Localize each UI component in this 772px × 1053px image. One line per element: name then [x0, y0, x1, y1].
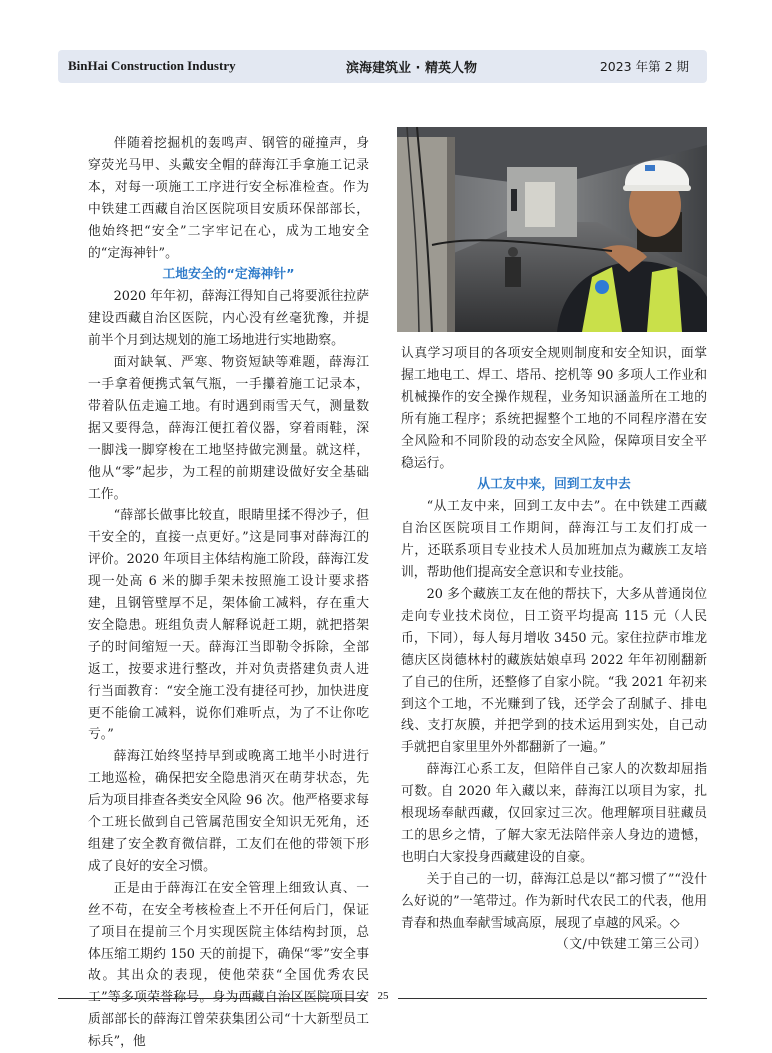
- paragraph: 正是由于薛海江在安全管理上细致认真、一丝不苟，在安全考核检查上不开任何后门，保证了项目在提前三个月实现医院主体结构封顶，总体压缩工期约 150 天的前提下，确保“零”安全事故。其出众的表现，使他荣获“全国优秀农民工”等多项荣誉称号。身为西藏自治区医院项目安质部部长的薛海江曾荣获集团公司“十大新型员工标兵”，他: [88, 880, 369, 1050]
- page-number: 25: [377, 990, 389, 1002]
- paragraph: 20 多个藏族工友在他的帮扶下，大多从普通岗位走向专业技术岗位，日工资平均提高 115 元（人民币，下同），每人每月增收 3450 元。家住拉萨市堆龙德庆区岗德林村的藏族姑娘卓玛 2022 年年初刚翻新了自己的住所，还整修了自家小院。“我 2021 年初来到这个工地，不光赚到了钱，还学会了刮腻子、排电线、支打灰膜，并把学到的技术运用到实处，自己动手就把自家里里外外都翻新了一遍。”: [401, 586, 707, 756]
- paragraph: 薛海江心系工友，但陪伴自己家人的次数却屈指可数。自 2020 年入藏以来，薛海江以项目为家，扎根现场奉献西藏，仅回家过三次。他理解项目驻藏员工的思乡之情，了解大家无法陪伴亲人身边的遗憾，也明白大家投身西藏建设的自豪。: [401, 762, 707, 865]
- paragraph: “从工友中来，回到工友中去”。在中铁建工西藏自治区医院项目工作期间，薛海江与工友们打成一片，还联系项目专业技术人员加班加点为藏族工友培训，帮助他们提高安全意识和专业技能。: [401, 499, 707, 581]
- journal-name-english: BinHai Construction Industry: [68, 58, 236, 73]
- footer-rule-left: [58, 998, 366, 999]
- paragraph: 薛海江始终坚持早到或晚离工地半小时进行工地巡检，确保把安全隐患消灭在萌芽状态，先后为项目排查各类安全风险 96 次。他严格要求每个工班长做到自己管属范围安全知识无死角，还组建了安全教育微信群，工友们在他的带领下形成了良好的安全习惯。: [88, 749, 369, 874]
- left-column: [88, 133, 369, 1053]
- paragraph: 认真学习项目的各项安全规则制度和安全知识，面掌握工地电工、焊工、塔吊、挖机等 90 多项人工作业和机械操作的安全操作规程，业务知识涵盖所在工地的所有施工程序；系统把握整个工地的不同程序潜在安全风险和不同阶段的动态安全风险，保障项目安全平稳运行。: [401, 346, 707, 471]
- article-byline: （文/中铁建工第三公司）: [555, 937, 707, 953]
- right-column: [401, 343, 707, 956]
- paragraph: 2020 年年初，薛海江得知自己将要派往拉萨建设西藏自治区医院，内心没有丝毫犹豫，并提前半个月到达规划的施工场地进行实地勘察。: [88, 289, 369, 349]
- issue-number: 2023 年第 2 期: [599, 59, 689, 74]
- paragraph: “薛部长做事比较直，眼睛里揉不得沙子，但干安全的，直接一点更好。”这是同事对薛海江的评价。2020 年项目主体结构施工阶段，薛海江发现一处高 6 米的脚手架未按照施工设计要求搭建，且钢管壁厚不足，架体偷工减料，存在重大安全隐患。班组负责人解释说赶工期，就把搭架子的时间缩短一天。薛海江当即勒令拆除，全部返工，按要求进行整改，并对负责搭建负责人进行当面教育：“安全施工没有捷径可抄，加快进度更不能偷工减料，说你们难听点，为了不让你吃亏。”: [88, 508, 369, 743]
- paragraph: 面对缺氧、严寒、物资短缺等难题，薛海江一手拿着便携式氧气瓶，一手攥着施工记录本，带着队伍走遍工地。有时遇到雨雪天气，测量数据又要得急，薛海江便扛着仪器，穿着雨鞋，深一脚浅一脚穿梭在工地坚持做完测量。就这样，他从“零”起步，为工程的前期建设做好安全基础工作。: [88, 355, 369, 502]
- paragraph: [401, 869, 707, 953]
- footer-rule-right: [398, 998, 707, 999]
- paragraph: 伴随着挖掘机的轰鸣声、钢管的碰撞声，身穿荧光马甲、头戴安全帽的薛海江手拿施工记录本，对每一项施工工序进行安全标准检查。作为中铁建工西藏自治区医院项目安质环保部部长，他始终把“安全”二字牢记在心，成为工地安全的“定海神针”。: [88, 136, 369, 261]
- section-heading: 从工友中来，回到工友中去: [477, 477, 631, 493]
- section-heading: 工地安全的“定海神针”: [162, 267, 295, 283]
- page-header: [58, 50, 707, 83]
- worker-photo: [397, 127, 707, 332]
- journal-section-title: 滨海建筑业 · 精英人物: [346, 61, 477, 76]
- paragraph-text: 关于自己的一切，薛海江总是以“都习惯了”“没什么好说的”一笔带过。作为新时代农民工的代表，他用青春和热血奉献雪域高原，展现了卓越的风采。◇: [401, 871, 707, 931]
